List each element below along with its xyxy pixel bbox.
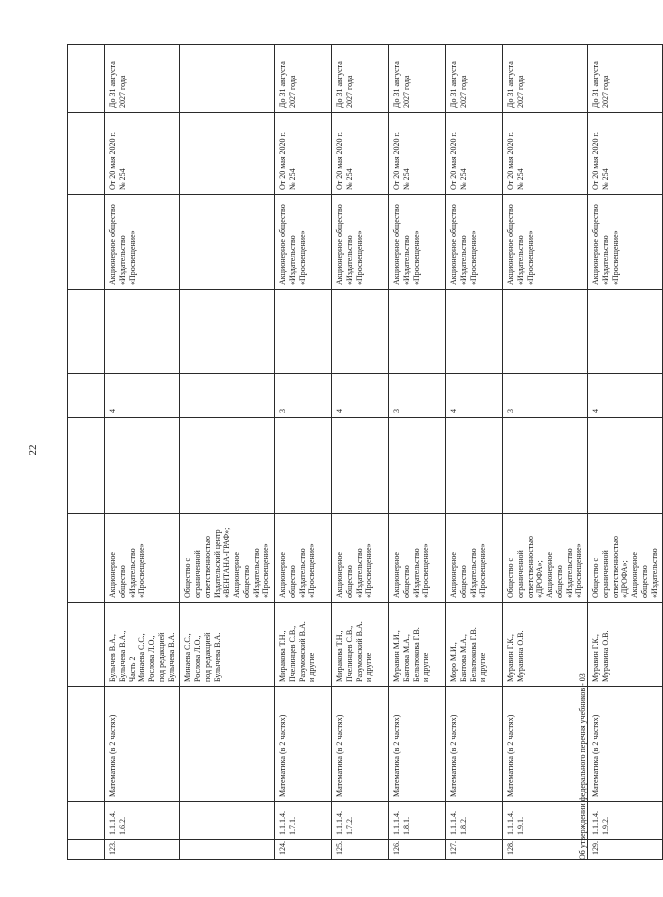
cell-col6 <box>275 418 332 514</box>
cell-grade: 4 <box>105 374 180 418</box>
cell-authors: Минаева С.С., Рослова Л.О., под редакцией Булычева В.А. <box>180 603 275 687</box>
cell-num: 125. <box>332 840 389 860</box>
cell-grade: 3 <box>503 374 588 418</box>
table-row <box>446 45 503 860</box>
table-row <box>588 45 663 860</box>
cell-publisher: Общество с ограниченной ответственностью «ДРОФА»; Акционерное общество «Издательство <box>588 514 663 603</box>
cell-valid: До 31 августа 2027 года <box>105 45 180 113</box>
cell-grade: 4 <box>446 374 503 418</box>
cell-publisher: Акционерное общество «Издательство «Просвещение» <box>389 514 446 603</box>
cell-authors: Муравин Г.К., Муравина О.В. <box>503 603 588 687</box>
cell-num: 126. <box>389 840 446 860</box>
cell-publisher: Общество с ограниченной ответственностью «ДРОФА»; Акционерное общество «Издательство «Просвещение» <box>503 514 588 603</box>
cell-col8 <box>332 290 389 374</box>
cell-num: 128. <box>503 840 588 860</box>
cell-title: Математика (в 2 частях) <box>446 687 503 802</box>
cell-col8 <box>389 290 446 374</box>
cell-publisher: Акционерное общество «Издательство «Просвещение» <box>332 514 389 603</box>
cell-grade: 4 <box>332 374 389 418</box>
footer-note: Об утверждении федерального перечня учебников - 03 <box>578 673 587 860</box>
cell-publisher: Акционерное общество «Издательство «Просвещение» <box>275 514 332 603</box>
cell-col8 <box>446 290 503 374</box>
cell-col6 <box>180 418 275 514</box>
cell-authors: Миракова Т.Н., Пчелинцев С.В., Разумовский В.А. и другие <box>275 603 332 687</box>
cell-org: Акционерное общество «Издательство «Просвещение» <box>105 195 180 290</box>
cell-title: Математика (в 2 частях) <box>275 687 332 802</box>
cell-order: От 20 мая 2020 г. № 254 <box>503 113 588 195</box>
table-row <box>332 45 389 860</box>
cell-code: 1.1.1.4. 1.7.1. <box>275 802 332 840</box>
cell-valid: До 31 августа 2027 года <box>503 45 588 113</box>
cell-grade: 3 <box>389 374 446 418</box>
cell-col6 <box>332 418 389 514</box>
cell-col8 <box>503 290 588 374</box>
cell-org: Акционерное общество «Издательство «Просвещение» <box>588 195 663 290</box>
cell-valid: До 31 августа 2027 года <box>389 45 446 113</box>
page-number: 22 <box>27 444 39 456</box>
cell-authors: Муравин Г.К., Муравина О.В. <box>588 603 663 687</box>
cell-col6 <box>446 418 503 514</box>
cell-valid: До 31 августа 2027 года <box>275 45 332 113</box>
rotated-page <box>27 45 659 860</box>
table-row <box>503 45 588 860</box>
cell-num: 127. <box>446 840 503 860</box>
cell-org: Акционерное общество «Издательство «Просвещение» <box>275 195 332 290</box>
table-header-row <box>68 45 105 860</box>
cell-col8 <box>275 290 332 374</box>
cell-valid: До 31 августа 2027 года <box>446 45 503 113</box>
cell-title: Математика (в 2 частях) <box>503 687 588 802</box>
cell-order: От 20 мая 2020 г. № 254 <box>588 113 663 195</box>
table-row <box>180 45 275 860</box>
cell-title: Математика (в 2 частях) <box>105 687 180 802</box>
cell-num: 123. <box>105 840 180 860</box>
cell-col6 <box>503 418 588 514</box>
cell-title: Математика (в 2 частях) <box>389 687 446 802</box>
cell-code: 1.1.1.4. 1.8.1. <box>389 802 446 840</box>
cell-code: 1.1.1.4. 1.6.2. <box>105 802 180 840</box>
cell-col8 <box>105 290 180 374</box>
cell-order: От 20 мая 2020 г. № 254 <box>105 113 180 195</box>
cell-code <box>180 802 275 840</box>
cell-org <box>180 195 275 290</box>
cell-code: 1.1.1.4. 1.7.2. <box>332 802 389 840</box>
cell-publisher: Акционерное общество «Издательство «Просвещение» <box>446 514 503 603</box>
cell-org: Акционерное общество «Издательство «Просвещение» <box>389 195 446 290</box>
cell-publisher: Общество с ограниченной ответственностью Издательский центр «ВЕНТАНА-ГРАФ»; Акционерное общество «Издательство «Просвещение» <box>180 514 275 603</box>
cell-code: 1.1.1.4. 1.9.2. <box>588 802 663 840</box>
cell-authors: Миракова Т.Н., Пчелинцев С.В., Разумовский В.А. и другие <box>332 603 389 687</box>
cell-title: Математика (в 2 частях) <box>588 687 663 802</box>
table-row <box>105 45 180 860</box>
cell-num: 129. <box>588 840 663 860</box>
cell-org: Акционерное общество «Издательство «Просвещение» <box>332 195 389 290</box>
cell-authors: Муравин М.И., Бантова М.А., Бельтюкова Г.В. и другие <box>389 603 446 687</box>
table-row <box>389 45 446 860</box>
cell-title <box>180 687 275 802</box>
cell-code: 1.1.1.4. 1.8.2. <box>446 802 503 840</box>
cell-org: Акционерное общество «Издательство «Просвещение» <box>446 195 503 290</box>
cell-col6 <box>389 418 446 514</box>
table-row <box>275 45 332 860</box>
textbook-registry-table <box>67 44 663 860</box>
cell-order: От 20 мая 2020 г. № 254 <box>446 113 503 195</box>
cell-order <box>180 113 275 195</box>
cell-grade: 3 <box>275 374 332 418</box>
cell-col6 <box>105 418 180 514</box>
cell-col8 <box>180 290 275 374</box>
cell-valid: До 31 августа 2027 года <box>332 45 389 113</box>
cell-publisher: Акционерное общество «Издательство «Просвещение» <box>105 514 180 603</box>
cell-title: Математика (в 2 частях) <box>332 687 389 802</box>
cell-order: От 20 мая 2020 г. № 254 <box>389 113 446 195</box>
cell-num: 124. <box>275 840 332 860</box>
cell-code: 1.1.1.4. 1.9.1. <box>503 802 588 840</box>
cell-grade: 4 <box>588 374 663 418</box>
cell-valid <box>180 45 275 113</box>
cell-col8 <box>588 290 663 374</box>
cell-col6 <box>588 418 663 514</box>
cell-order: От 20 мая 2020 г. № 254 <box>332 113 389 195</box>
cell-grade <box>180 374 275 418</box>
cell-authors: Булычев В.А., Булычева В.А., Часть 2 Минаева С.С., Рослова Л.О., под редакцией Булычева В.А. <box>105 603 180 687</box>
cell-valid: До 31 августа 2027 года <box>588 45 663 113</box>
cell-org: Акционерное общество «Издательство «Просвещение» <box>503 195 588 290</box>
cell-num <box>180 840 275 860</box>
cell-order: От 20 мая 2020 г. № 254 <box>275 113 332 195</box>
cell-authors: Моро М.И., Бантова М.А., Бельтюкова Г.В. и другие <box>446 603 503 687</box>
